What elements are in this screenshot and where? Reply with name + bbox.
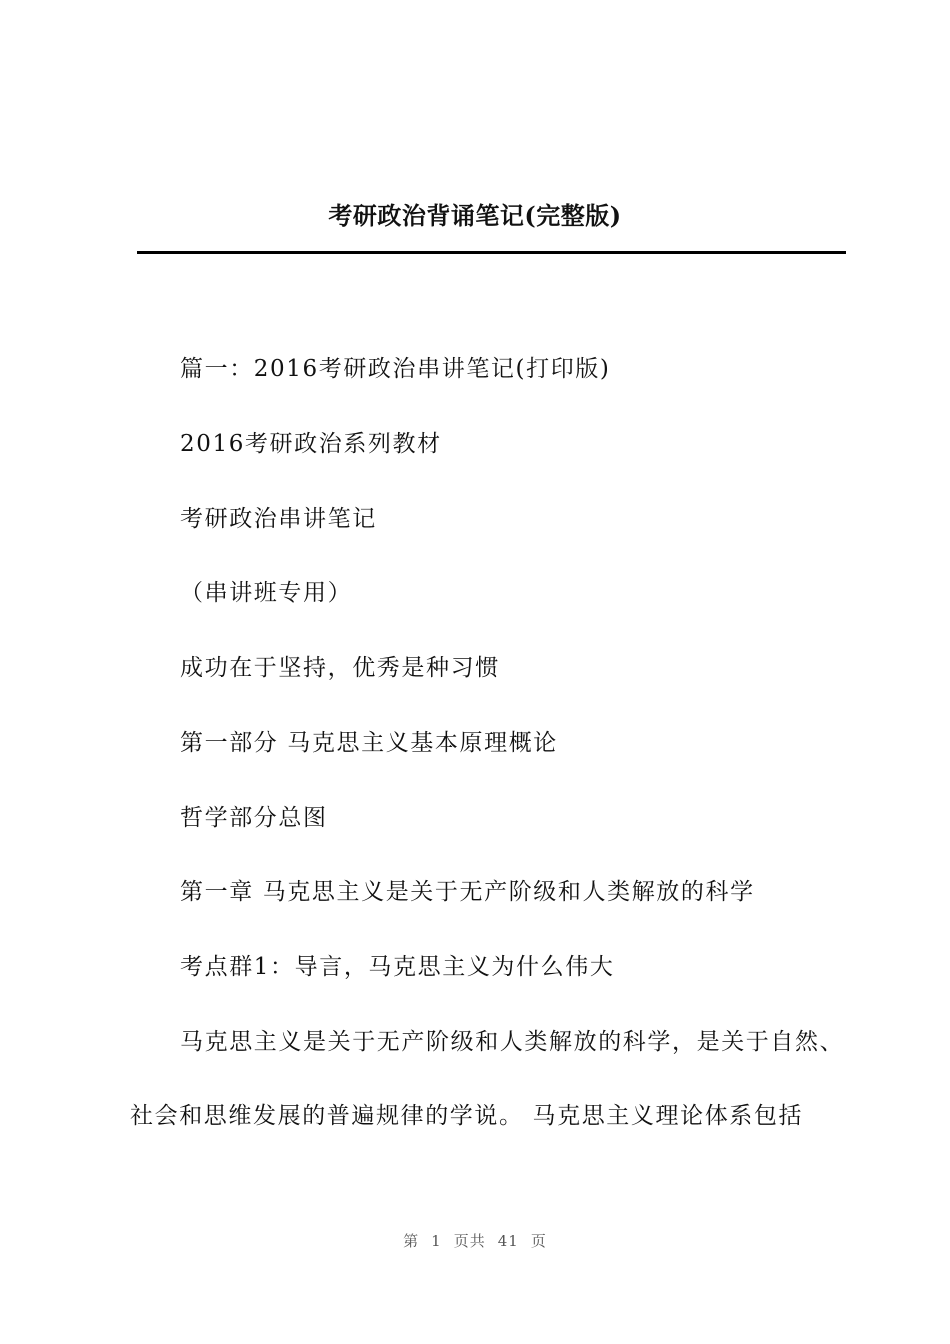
text-line-1: 篇一：2016考研政治串讲笔记(打印版)	[180, 356, 611, 382]
text-line-4: （串讲班专用）	[180, 580, 353, 606]
footer-total-pages: 41	[497, 1232, 519, 1250]
footer-middle: 页共	[453, 1232, 486, 1250]
text-line-2: 2016考研政治系列教材	[180, 431, 442, 457]
footer-suffix: 页	[530, 1232, 547, 1250]
text-line-3: 考研政治串讲笔记	[180, 506, 377, 532]
text-line-9: 考点群1：导言，马克思主义为什么伟大	[180, 954, 615, 980]
page-footer	[0, 1230, 950, 1251]
text-line-10: 马克思主义是关于无产阶级和人类解放的科学，是关于自然、	[180, 1029, 845, 1055]
text-line-5: 成功在于坚持，优秀是种习惯	[180, 655, 500, 681]
text-line-8: 第一章 马克思主义是关于无产阶级和人类解放的科学	[180, 879, 755, 905]
text-line-6: 第一部分 马克思主义基本原理概论	[180, 730, 558, 756]
title-divider	[137, 251, 846, 254]
text-line-7: 哲学部分总图	[180, 805, 328, 831]
footer-prefix: 第	[403, 1232, 420, 1250]
text-line-11: 社会和思维发展的普遍规律的学说。 马克思主义理论体系包括	[130, 1103, 804, 1129]
footer-page-number: 1	[431, 1232, 442, 1250]
document-title: 考研政治背诵笔记(完整版)	[328, 201, 622, 230]
